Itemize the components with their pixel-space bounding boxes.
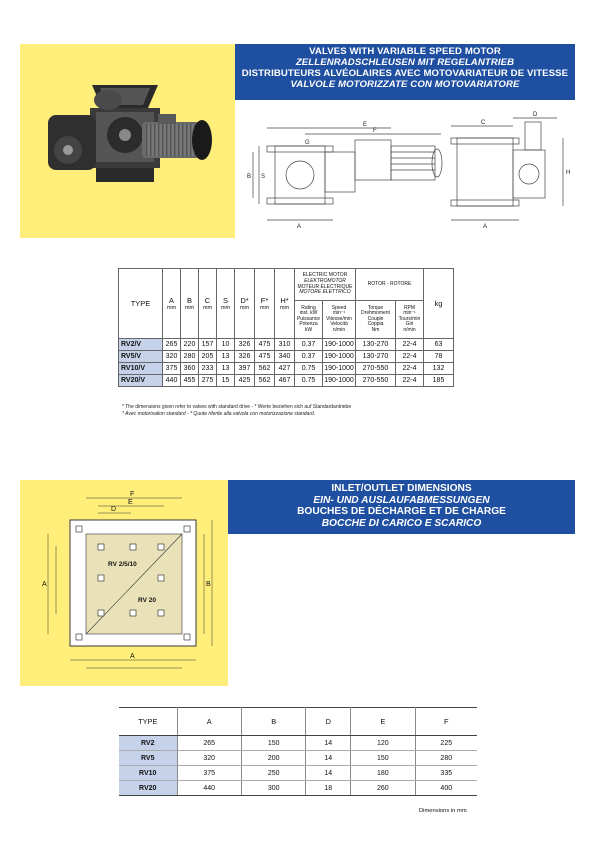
title2-line-de: EIN- UND AUSLAUFABMESSUNGEN (313, 494, 490, 506)
table-row: RV2/V 265 220 157 10 326 475 310 0.37 190-1000 130-270 22-4 63 (119, 339, 454, 351)
label-rv-2-5-10: RV 2/5/10 (108, 561, 137, 568)
inlet-outlet-table (119, 707, 477, 796)
dim-label-g: G (305, 140, 310, 146)
table-row: RV10 375 250 14 180 335 (119, 766, 477, 781)
footnote-2: * Avec motorisation standard - * Quote riferite alla valvola con motorizzazione standard. (122, 411, 316, 417)
title2-line-it: BOCCHE DI CARICO E SCARICO (321, 517, 482, 529)
flange-label-a-bottom: A (130, 653, 135, 660)
title-line-en: VALVES WITH VARIABLE SPEED MOTOR (309, 46, 501, 57)
valve-specs-table (118, 268, 454, 387)
valve-dimension-drawing (245, 108, 575, 238)
table-footnotes (122, 404, 351, 418)
flange-label-e: E (128, 499, 133, 506)
t2-header-e: E (351, 708, 415, 736)
t2-header-d: D (306, 708, 351, 736)
dim-label-s: S (261, 174, 266, 180)
title-line-de: ZELLENRADSCHLEUSEN MIT REGELANTRIEB (295, 57, 515, 68)
table-row: RV5/V 320 280 205 13 326 475 340 0.37 190-1000 130-270 22-4 78 (119, 351, 454, 363)
t2-header-a: A (177, 708, 241, 736)
rating-header: Rating inst. kW Puissance Potenza kW (295, 301, 323, 339)
kg-header: kg (424, 269, 454, 339)
dim-label-e: E (363, 122, 368, 128)
dim-label-d: D (533, 112, 538, 118)
rpm-header: RPM min⁻¹ Tours/min Giri n/min (396, 301, 424, 339)
title2-line-en: INLET/OUTLET DIMENSIONS (331, 483, 472, 494)
valve-motor-photo (30, 80, 220, 200)
dim-label-h: H (566, 170, 571, 176)
title2-line-fr: BOUCHES DE DÉCHARGE ET DE CHARGE (297, 506, 506, 517)
dim-label-b: B (247, 174, 252, 180)
section2-title (228, 483, 575, 529)
flange-label-d: D (111, 506, 117, 513)
col-d-header: D* mm (235, 269, 255, 339)
footnote-1: * The dimensions given refer to valves with standard drive - * Werte beziehen sich auf Standardantriebe (122, 404, 352, 410)
flange-label-f: F (130, 491, 135, 498)
torque-header: Torque Drehmoment Couple Coppia Nm (356, 301, 396, 339)
dim-label-c: C (481, 120, 486, 126)
title-line-fr: DISTRIBUTEURS ALVÉOLAIRES AVEC MOTOVARIATEUR DE VITESSE (241, 68, 569, 79)
t2-header-type: TYPE (119, 708, 177, 736)
table-row: RV20 440 300 18 260 400 (119, 781, 477, 796)
section1-title (235, 46, 575, 90)
electric-motor-header: ELECTRIC MOTOR ELEKTROMOTOR MOTEUR ÉLECTRIQUE MOTORE ELETTRICO (295, 269, 356, 301)
rotor-header: ROTOR - ROTORE (356, 269, 424, 301)
dim-label-a: A (297, 224, 302, 230)
dim-label-a-side: A (483, 224, 488, 230)
dim-label-f: F (373, 128, 377, 134)
flange-label-b: B (206, 581, 211, 588)
col-h-header: H* mm (275, 269, 295, 339)
speed-header: Speed min⁻¹ Vitesse/min Velocità n/min (323, 301, 356, 339)
title-line-it: VALVOLE MOTORIZZATE CON MOTOVARIATORE (290, 79, 520, 90)
table-row: RV2 265 150 14 120 225 (119, 736, 477, 751)
flange-label-a-left: A (42, 581, 47, 588)
table-row: RV5 320 200 14 150 280 (119, 751, 477, 766)
dimensions-note: Dimensions in mm (419, 808, 467, 814)
flange-dimension-drawing (26, 484, 226, 684)
col-s-header: S mm (217, 269, 235, 339)
table-row: RV10/V 375 360 233 13 397 562 427 0.75 190-1000 270-550 22-4 132 (119, 363, 454, 375)
col-c-header: C mm (199, 269, 217, 339)
col-a-header: A mm (163, 269, 181, 339)
label-rv-20: RV 20 (138, 597, 156, 604)
table-row: RV20/V 440 455 275 15 425 562 467 0.75 190-1000 270-550 22-4 185 (119, 375, 454, 387)
col-b-header: B mm (181, 269, 199, 339)
col-f-header: F* mm (255, 269, 275, 339)
t2-header-b: B (241, 708, 305, 736)
t2-header-f: F (415, 708, 477, 736)
type-header: TYPE (119, 269, 163, 339)
